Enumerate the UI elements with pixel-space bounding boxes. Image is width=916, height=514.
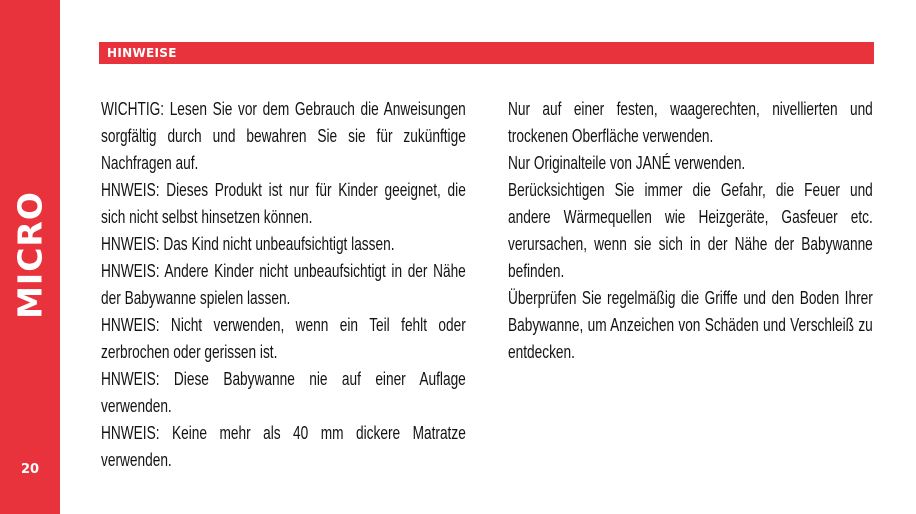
paragraph: HNWEIS: Keine mehr als 40 mm dickere Matratze verwenden. [101, 423, 466, 470]
paragraph: WICHTIG: Lesen Sie vor dem Gebrauch die Anweisungen sorgfältig durch und bewahren Sie sie für zukünftige Nachfragen auf. [101, 99, 466, 173]
paragraph: HNWEIS: Das Kind nicht unbeaufsichtigt lassen. [101, 234, 395, 254]
paragraph: Nur auf einer festen, waagerechten, nivellierten und trockenen Oberfläche verwenden. [508, 99, 873, 146]
paragraph: HNWEIS: Andere Kinder nicht unbeaufsichtigt in der Nähe der Babywanne spielen lassen. [101, 261, 466, 308]
left-text-column [101, 96, 466, 474]
sidebar-band [0, 0, 60, 514]
section-header-bar [99, 42, 874, 64]
product-title: MICRO [10, 191, 50, 319]
right-text-column [508, 96, 873, 366]
paragraph: Berücksichtigen Sie immer die Gefahr, die Feuer und andere Wärmequellen wie Heizgeräte, Gasfeuer etc. verursachen, wenn sie sich in der Nähe der Babywanne befinden. [508, 180, 873, 281]
paragraph: Überprüfen Sie regelmäßig die Griffe und den Boden Ihrer Babywanne, um Anzeichen von Schäden und Verschleiß zu entdecken. [508, 288, 873, 362]
paragraph: HNWEIS: Dieses Produkt ist nur für Kinder geeignet, die sich nicht selbst hinsetzen können. [101, 180, 466, 227]
paragraph: HNWEIS: Nicht verwenden, wenn ein Teil fehlt oder zerbrochen oder gerissen ist. [101, 315, 466, 362]
section-heading: HINWEISE [107, 46, 177, 60]
paragraph: Nur Originalteile von JANÉ verwenden. [508, 153, 746, 173]
page-number: 20 [20, 462, 40, 477]
paragraph: HNWEIS: Diese Babywanne nie auf einer Auflage verwenden. [101, 369, 466, 416]
